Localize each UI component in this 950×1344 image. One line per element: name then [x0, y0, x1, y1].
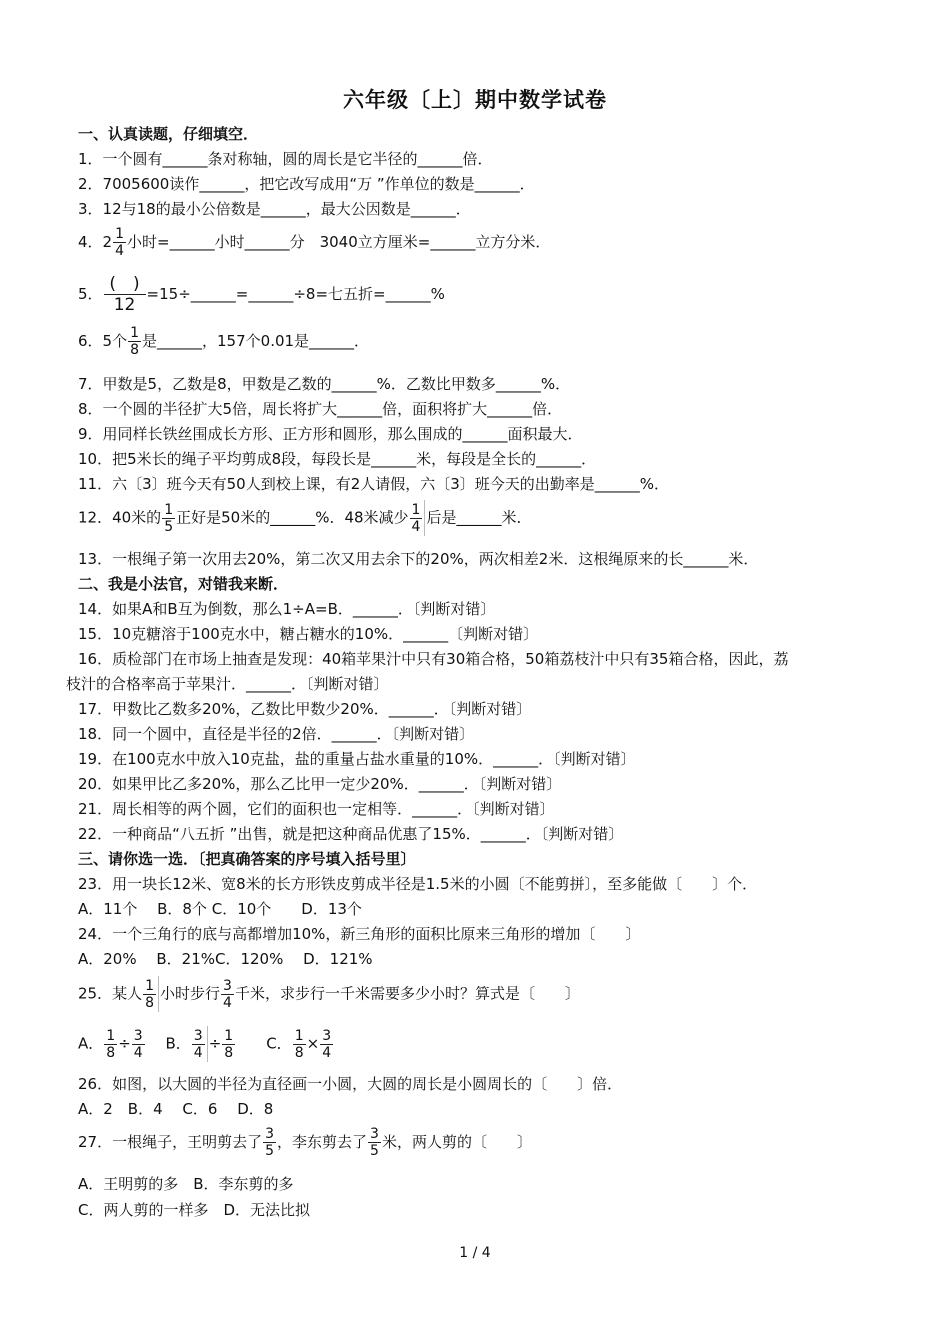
section-heading-1: 一、认真读题，仔细填空．: [78, 125, 259, 143]
question-24-options: A．20% B．21%C．120% D．121%: [78, 950, 373, 968]
fraction: $\frac{1}{8}$: [145, 977, 155, 1011]
question-2: 2．7005600读作______，把它改写成用“万 ”作单位的数是______．: [78, 175, 535, 193]
question-9: 9．用同样长铁丝围成长方形、正方形和圆形，那么围成的______面积最大．: [78, 425, 583, 443]
fraction: $\frac{1}{8}$: [224, 1027, 234, 1061]
question-13: 13．一根绳子第一次用去20%，第二次又用去余下的20%，两次相差2米．这根绳原来的长______米．: [78, 550, 759, 568]
question-5: 5． $\frac{( )}{12}$ =15÷______=______÷8=七五折=______%: [78, 274, 445, 315]
section-heading-2: 二、我是小法官，对错我来断．: [78, 575, 289, 593]
page-number: 1 / 4: [459, 1245, 491, 1261]
question-16-continued: 枝汁的合格率高于苹果汁．______．〔判断对错〕: [66, 675, 389, 693]
question-19: 19．在100克水中放入10克盐，盐的重量占盐水重量的10%．______．〔判断对错〕: [78, 750, 636, 768]
question-25-options: A． $\frac{1}{8}$ ÷ $\frac{3}{4}$ B． $\frac{3}{4}$ ÷ $\frac{1}{8}$ C． $\frac{1}{8}$ × $\frac{3}{4}$: [78, 1027, 332, 1061]
fraction: $\frac{3}{4}$: [322, 1027, 332, 1061]
question-6: 6．5个 $\frac{1}{8}$ 是______，157个0.01是______．: [78, 325, 370, 358]
fraction: $\frac{3}{5}$: [370, 1126, 379, 1159]
fraction: $\frac{3}{4}$: [223, 977, 232, 1011]
fraction: $\frac{3}{4}$: [133, 1027, 143, 1061]
question-24: 24．一个三角行的底与高都增加10%，新三角形的面积比原来三角形的增加〔 〕: [78, 925, 641, 943]
question-20: 20．如果甲比乙多20%，那么乙比甲一定少20%．______．〔判断对错〕: [78, 775, 562, 793]
fraction: $\frac{3}{4}$: [193, 1027, 203, 1061]
fraction: $\frac{1}{8}$: [294, 1027, 304, 1061]
section-heading-3: 三、请你选一选．〔把真确答案的序号填入括号里〕: [78, 850, 416, 868]
fraction: $\frac{3}{5}$: [265, 1126, 275, 1159]
page-title: 六年级〔上〕期中数学试卷: [343, 88, 607, 112]
fraction: $\frac{1}{4}$: [115, 226, 125, 259]
question-16: 16．质检部门在市场上抽查是发现：40箱苹果汁中只有30箱合格，50箱荔枝汁中只有35箱合格，因此，荔: [78, 650, 789, 668]
question-21: 21．周长相等的两个圆，它们的面积也一定相等．______．〔判断对错〕: [78, 800, 555, 818]
question-1: 1．一个圆有______条对称轴，圆的周长是它半径的______倍．: [78, 150, 493, 168]
question-26: 26．如图，以大圆的半径为直径画一小圆，大圆的周长是小圆周长的〔 〕倍．: [78, 1075, 623, 1093]
question-27: 27．一根绳子，王明剪去了 $\frac{3}{5}$ ，李东剪去了 $\frac{3}{5}$ 米，两人剪的〔 〕: [78, 1126, 532, 1159]
question-27-options-1: A．王明剪的多 B．李东剪的多: [78, 1175, 294, 1193]
question-27-options-2: C．两人剪的一样多 D．无法比拟: [78, 1201, 311, 1219]
question-10: 10．把5米长的绳子平均剪成8段，每段长是______米，每段是全长的______．: [78, 450, 597, 468]
question-23-options: A．11个 B．8个 C．10个 D．13个: [78, 900, 362, 918]
question-11: 11．六〔3〕班今天有50人到校上课，有2人请假，六〔3〕班今天的出勤率是______%．: [78, 475, 670, 493]
fraction: $\frac{1}{8}$: [106, 1027, 116, 1061]
fraction: $\frac{1}{4}$: [411, 501, 421, 535]
fraction: $\frac{1}{5}$: [164, 501, 174, 535]
question-15: 15．10克糖溶于100克水中，糖占糖水的10%．______〔判断对错〕: [78, 625, 539, 643]
question-4: 4．2 $\frac{1}{4}$ 小时=______小时______分 3040立方厘米=______立方分米．: [78, 226, 551, 259]
question-25: 25．某人 $\frac{1}{8}$ 小时步行 $\frac{3}{4}$ 千米，求步行一千米需要多少小时？算式是〔 〕: [78, 977, 580, 1011]
question-8: 8．一个圆的半径扩大5倍，周长将扩大______倍，面积将扩大______倍．: [78, 400, 563, 418]
question-17: 17．甲数比乙数多20%，乙数比甲数少20%．______．〔判断对错〕: [78, 700, 532, 718]
fraction: $\frac{1}{8}$: [130, 325, 140, 358]
question-7: 7．甲数是5，乙数是8，甲数是乙数的______%．乙数比甲数多______%．: [78, 375, 571, 393]
question-14: 14．如果A和B互为倒数，那么1÷A=B．______．〔判断对错〕: [78, 600, 496, 618]
question-26-options: A．2 B．4 C．6 D．8: [78, 1100, 274, 1118]
question-18: 18．同一个圆中，直径是半径的2倍．______．〔判断对错〕: [78, 725, 475, 743]
question-12: 12．40米的 $\frac{1}{5}$ 正好是50米的______%．48米减少 $\frac{1}{4}$ 后是______米．: [78, 501, 532, 535]
fraction: $\frac{( )}{12}$: [104, 274, 146, 315]
question-3: 3．12与18的最小公倍数是______，最大公因数是______．: [78, 200, 471, 218]
question-22: 22．一种商品“八五折 ”出售，就是把这种商品优惠了15%．______．〔判断对错〕: [78, 825, 624, 843]
question-23: 23．用一块长12米、宽8米的长方形铁皮剪成半径是1.5米的小圆〔不能剪拼〕，至多能做〔 〕个．: [78, 875, 758, 893]
